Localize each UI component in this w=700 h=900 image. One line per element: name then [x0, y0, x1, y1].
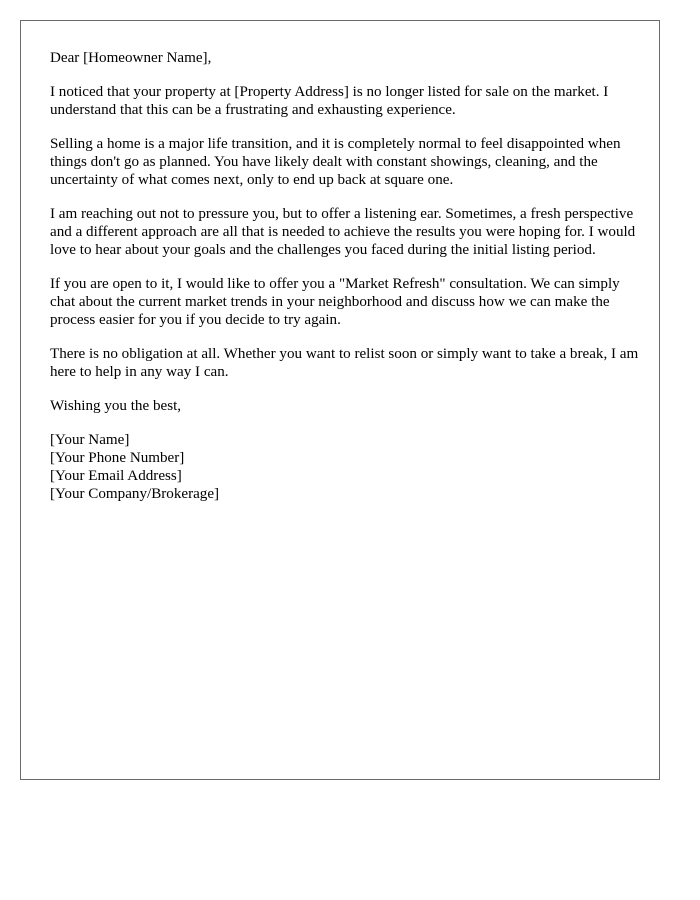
paragraph-property-status: I noticed that your property at [Property Address] is no longer listed for sale on the market. I understand that this can be a frustrating and exhausting experience. — [50, 84, 609, 118]
signature-name: [Your Name] — [50, 432, 130, 448]
letter-body — [50, 49, 642, 519]
paragraph-empathy: Selling a home is a major life transition, and it is completely normal to feel disappointed when things don't go as planned. You have likely dealt with constant showings, cleaning, and the uncertainty of what comes next, only to end up back at square one. — [50, 136, 621, 188]
closing: Wishing you the best, — [50, 398, 182, 414]
signature-phone: [Your Phone Number] — [50, 450, 185, 466]
paragraph-listening-offer: I am reaching out not to pressure you, but to offer a listening ear. Sometimes, a fresh perspective and a different approach are all that is needed to achieve the results you were hoping for. I would love to hear about your goals and the challenges you faced during the initial listing period. — [50, 206, 636, 258]
paragraph-consultation-offer: If you are open to it, I would like to offer you a "Market Refresh" consultation. We can simply chat about the current market trends in your neighborhood and discuss how we can make the process easier for you if you decide to try again. — [50, 276, 620, 328]
signature-block — [50, 431, 642, 503]
signature-company: [Your Company/Brokerage] — [50, 486, 220, 502]
greeting: Dear [Homeowner Name], — [50, 50, 212, 66]
paragraph-no-obligation: There is no obligation at all. Whether you want to relist soon or simply want to take a break, I am here to help in any way I can. — [50, 346, 639, 380]
signature-email: [Your Email Address] — [50, 468, 182, 484]
letter-page — [20, 20, 660, 780]
